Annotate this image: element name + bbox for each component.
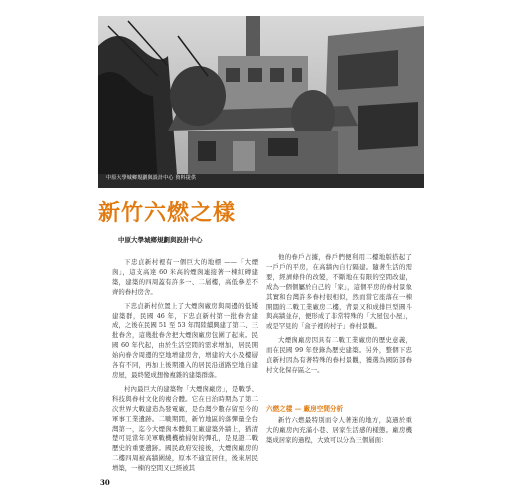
body-paragraph: 新竹六燃最特別而令人著迷的地方，莫過於重大的廠房內充滿小巷、居家生活感的樣態。廠房機築成居家的過程，大致可以分為三個層面：: [266, 416, 412, 444]
photo-illustration: [98, 16, 424, 188]
article-author: 中原大學城鄉規劃與設計中心: [118, 236, 203, 244]
body-paragraph: 村內最巨大的建築物「大煙囪廠房」，是戰爭、科技與眷村文化的複合體。它在日治時期為了第二次世界大戰建造為發電廠，是台灣少數存留至今的軍事工業遺跡。二戰期間，新竹地區的落彈量全台灣第一，迄今大煙囪本體與工廠建築外牆上，猶清楚可見當年美軍戰機機槍掃射的彈孔，是見證二戰歷史的重要遺跡。國民政府安接後，大煙囪廠房的二樓四周被高牆圍繞，原本不適宜居住，後來居民增築，一棟的空間又已經被其: [112, 384, 258, 473]
body-paragraph: 他的眷戶占據，眷戶們便利用二樓地版搭起了一戶戶的平房，在高牆內自行隔建。隨著生活的需要，經濟條件的改變，不斷地在有限的空間改建，成為一個個屬於自己的「家」，這個平房的眷村景象其實和台灣許多眷村很相似，然而當它座落在一棟開闊的二戰工業廠房二樓，背景又和成排巨型圓斗與高牆並存，便形成了非常特殊的「大屋包小屋」，或是罕見的「盒子裡的村子」眷村景觀。: [266, 253, 412, 331]
photo-caption: 中原大學城鄉規劃與設計中心 資料提供: [106, 175, 197, 181]
right-column: [266, 253, 412, 376]
section-body: [266, 416, 412, 446]
body-paragraph: 下忠貞新村位置上了大煙囪廠房與周邊的低矮建築群，民國 46 年，下忠貞新村第一批眷舍建成，之後在民國 51 至 53 年間陸續興建了第二、三批眷舍，這幾批眷舍把大煙囪廠房包圍了起來。民國 60 年代起，由於生活空間的需求增加，居民開始向眷舍周邊的空地增建房舍，增建的大小及樓層各有不同，再加上後期遷入的居民沿道路空地自建房屋，最終變成想像複雜的建築群落。: [112, 301, 258, 379]
section-subheading: 六燃之樣 — 廠房空間分析: [266, 405, 344, 413]
body-paragraph: 下忠貞新村裡有一個巨大的地標 ——「大煙囪」，這支高達 60 米高的煙囪連接著一棟紅磚建築，建築的四周蓋有許多一、二層樓，高低參差不齊的眷村房舍。: [112, 258, 258, 296]
body-paragraph: 大煙囪廠房因具有二戰工業廠房的歷史意義，而在民國 99 年登錄為歷史建築。另外，整個下忠貞新村因為有著特殊的眷村景觀，獲選為國防部眷村文化保存區之一。: [266, 336, 412, 374]
article-title: 新竹六燃之樣: [98, 200, 237, 226]
left-column: [112, 258, 258, 474]
page-number: 30: [100, 478, 110, 487]
article-photo: [98, 16, 424, 188]
